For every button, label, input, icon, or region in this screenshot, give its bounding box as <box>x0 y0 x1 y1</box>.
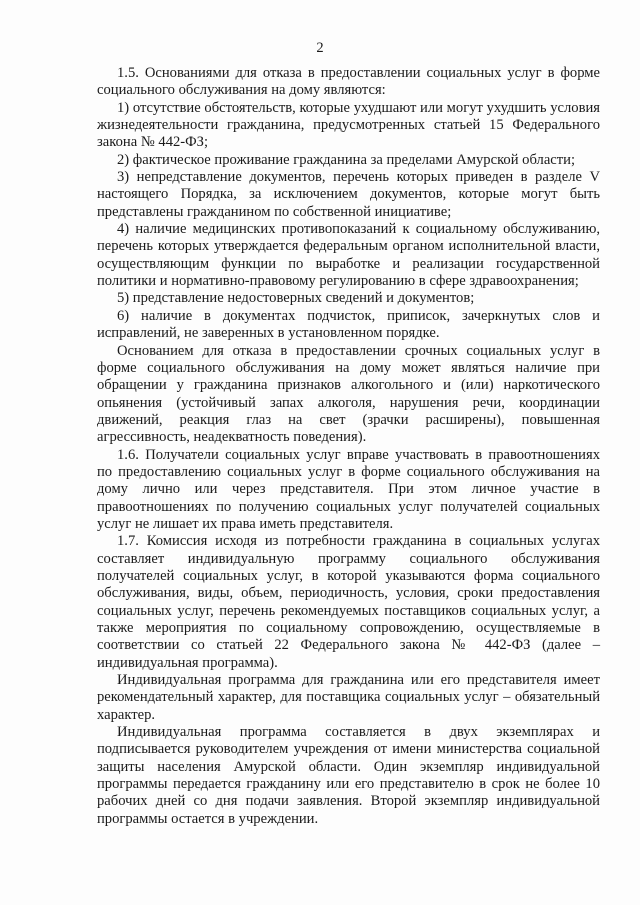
paragraph-1-6: 1.6. Получатели социальных услуг вправе участвовать в правоотношениях по предоставлению социальных услуг в форме социального обслуживания на дому лично или через представителя. При этом личное участие в правоотношениях по получению социальных услуг получателей социальных услуг не лишает их права иметь представителя. <box>97 446 600 532</box>
paragraph-item-3: 3) непредставление документов, перечень которых приведен в разделе V настоящего Порядка, за исключением документов, которые могут быть представлены гражданином по собственной инициативе; <box>97 169 600 220</box>
paragraph-item-1: 1) отсутствие обстоятельств, которые ухудшают или могут ухудшить условия жизнедеятельности гражданина, предусмотренных статьей 15 Федерального закона № 442-ФЗ; <box>97 99 600 151</box>
paragraph-item-4: 4) наличие медицинских противопоказаний к социальному обслуживанию, перечень которых утверждается федеральным органом исполнительной власти, осуществляющим функции по выработке и реализации государственной политики и нормативно-правовому регулированию в сфере здравоохранения; <box>97 221 600 290</box>
paragraph-item-6: 6) наличие в документах подчисток, приписок, зачеркнутых слов и исправлений, не заверенных в установленном порядке. <box>97 307 600 342</box>
paragraph-program-character: Индивидуальная программа для гражданина или его представителя имеет рекомендательный характер, для поставщика социальных услуг – обязательный характер. <box>97 672 600 723</box>
page-number: 2 <box>316 40 324 56</box>
paragraph-1-7: 1.7. Комиссия исходя из потребности гражданина в социальных услугах составляет индивидуальную программу социального обслуживания получателей социальных услуг, в которой указываются форма социального обслуживания, виды, объем, периодичность, условия, сроки предоставления социальных услуг, перечень рекомендуемых поставщиков социальных услуг, а также мероприятия по социальному сопровождению, осуществляемые в соответствии со статьей 22 Федерального закона № 442-ФЗ (далее – индивидуальная программа). <box>97 533 600 671</box>
paragraph-urgent-refusal: Основанием для отказа в предоставлении срочных социальных услуг в форме социального обслуживания на дому может являться наличие при обращении у гражданина признаков алкогольного и (или) наркотического опьянения (устойчивый запах алкоголя, нарушения речи, координации движений, реакция глаз на свет (зрачки расширены), повышенная агрессивность, неадекватность поведения). <box>97 342 600 446</box>
paragraph-item-2: 2) фактическое проживание гражданина за пределами Амурской области; <box>117 151 576 168</box>
document-body <box>97 65 600 828</box>
paragraph-1-5: 1.5. Основаниями для отказа в предоставлении социальных услуг в форме социального обслуживания на дому являются: <box>97 65 600 99</box>
paragraph-program-copies: Индивидуальная программа составляется в двух экземплярах и подписывается руководителем учреждения от имени министерства социальной защиты населения Амурской области. Один экземпляр индивидуальной программы передается гражданину или его представителю в срок не более 10 рабочих дней со дня подачи заявления. Второй экземпляр индивидуальной программы остается в учреждении. <box>97 724 600 827</box>
paragraph-item-5: 5) представление недостоверных сведений и документов; <box>117 290 475 307</box>
